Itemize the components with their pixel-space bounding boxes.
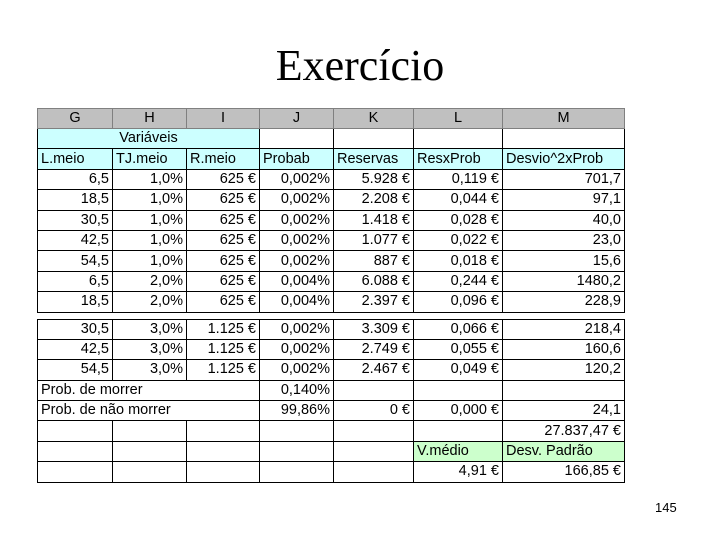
table-cell[interactable]: 0,028 € — [414, 210, 503, 230]
table-cell[interactable]: 0,002% — [260, 169, 334, 189]
table-cell[interactable]: 6.088 € — [334, 271, 414, 291]
prob-nao-morrer-reservas[interactable]: 0 € — [334, 401, 414, 421]
column-header-h[interactable]: H — [113, 109, 187, 129]
table-cell[interactable]: 18,5 — [38, 292, 113, 312]
table-cell[interactable]: 1.077 € — [334, 230, 414, 250]
table-cell[interactable]: 30,5 — [38, 210, 113, 230]
prob-morrer-row — [38, 380, 625, 400]
table-cell[interactable]: 5.928 € — [334, 169, 414, 189]
group-header-variaveis[interactable]: Variáveis — [38, 129, 260, 149]
table-cell[interactable]: 887 € — [334, 251, 414, 271]
table-cell[interactable]: 3,0% — [113, 360, 187, 380]
column-header-i[interactable]: I — [187, 109, 260, 129]
table-cell[interactable]: 0,002% — [260, 230, 334, 250]
table-cell[interactable]: 1,0% — [113, 251, 187, 271]
table-row — [38, 339, 625, 359]
cell[interactable] — [334, 129, 414, 149]
prob-nao-morrer-resxprob[interactable]: 0,000 € — [414, 401, 503, 421]
cell[interactable] — [334, 462, 414, 482]
table-cell[interactable]: 54,5 — [38, 360, 113, 380]
cell[interactable] — [38, 462, 113, 482]
column-header-row — [38, 109, 625, 129]
header-cell[interactable]: Probab — [260, 149, 334, 169]
table-cell[interactable]: 1.125 € — [187, 339, 260, 359]
table-row — [38, 210, 625, 230]
cell[interactable] — [113, 421, 187, 441]
table-cell[interactable]: 625 € — [187, 292, 260, 312]
table-cell[interactable]: 2,0% — [113, 271, 187, 291]
table-cell[interactable]: 0,096 € — [414, 292, 503, 312]
table-row — [38, 271, 625, 291]
cell[interactable] — [414, 129, 503, 149]
group-header-row — [38, 129, 625, 149]
table-cell[interactable]: 23,0 — [503, 230, 625, 250]
prob-nao-morrer-label[interactable]: Prob. de não morrer — [38, 401, 260, 421]
total-row — [38, 421, 625, 441]
table-row — [38, 190, 625, 210]
summary-header-row — [38, 441, 625, 461]
table-cell[interactable]: 3,0% — [113, 319, 187, 339]
desvpadrao-value[interactable]: 166,85 € — [503, 462, 625, 482]
table-cell[interactable]: 1.125 € — [187, 360, 260, 380]
row-gap — [38, 312, 625, 319]
table-cell[interactable]: 0,055 € — [414, 339, 503, 359]
prob-nao-morrer-row — [38, 401, 625, 421]
table-cell[interactable]: 625 € — [187, 169, 260, 189]
table-row — [38, 230, 625, 250]
spreadsheet-table — [37, 108, 625, 483]
table-cell[interactable]: 228,9 — [503, 292, 625, 312]
table-cell[interactable]: 2,0% — [113, 292, 187, 312]
table-row — [38, 360, 625, 380]
cell[interactable] — [503, 380, 625, 400]
table-row — [38, 169, 625, 189]
cell[interactable] — [334, 380, 414, 400]
cell[interactable] — [260, 441, 334, 461]
data-rows-b — [38, 319, 625, 380]
header-cell[interactable]: ResxProb — [414, 149, 503, 169]
table-cell[interactable]: 0,119 € — [414, 169, 503, 189]
desvpadrao-header[interactable]: Desv. Padrão — [503, 441, 625, 461]
table-row — [38, 251, 625, 271]
cell[interactable] — [38, 441, 113, 461]
table-cell[interactable]: 218,4 — [503, 319, 625, 339]
table-cell[interactable]: 0,066 € — [414, 319, 503, 339]
table-cell[interactable]: 701,7 — [503, 169, 625, 189]
cell[interactable] — [187, 462, 260, 482]
table-cell[interactable]: 625 € — [187, 251, 260, 271]
cell[interactable] — [334, 441, 414, 461]
table-cell[interactable]: 54,5 — [38, 251, 113, 271]
cell[interactable] — [260, 462, 334, 482]
table-cell[interactable]: 625 € — [187, 271, 260, 291]
column-header-m[interactable]: M — [503, 109, 625, 129]
table-cell[interactable]: 2.208 € — [334, 190, 414, 210]
table-cell[interactable]: 18,5 — [38, 190, 113, 210]
prob-nao-morrer-desvio[interactable]: 24,1 — [503, 401, 625, 421]
total-desvio[interactable]: 27.837,47 € — [503, 421, 625, 441]
vmedio-header[interactable]: V.médio — [414, 441, 503, 461]
table-cell[interactable]: 0,002% — [260, 339, 334, 359]
table-cell[interactable]: 2.397 € — [334, 292, 414, 312]
table-cell[interactable]: 42,5 — [38, 230, 113, 250]
table-row — [38, 319, 625, 339]
prob-morrer-probab[interactable]: 0,140% — [260, 380, 334, 400]
header-cell[interactable]: Desvio^2xProb — [503, 149, 625, 169]
table-cell[interactable]: 6,5 — [38, 271, 113, 291]
table-cell[interactable]: 625 € — [187, 190, 260, 210]
page-number: 145 — [655, 500, 677, 515]
table-cell[interactable]: 1480,2 — [503, 271, 625, 291]
table-cell[interactable]: 1.418 € — [334, 210, 414, 230]
cell[interactable] — [113, 441, 187, 461]
column-header-k[interactable]: K — [334, 109, 414, 129]
table-cell[interactable]: 0,002% — [260, 360, 334, 380]
cell[interactable] — [260, 421, 334, 441]
table-cell[interactable]: 1,0% — [113, 210, 187, 230]
table-cell[interactable]: 625 € — [187, 210, 260, 230]
table-cell[interactable]: 0,004% — [260, 271, 334, 291]
table-cell[interactable]: 160,6 — [503, 339, 625, 359]
table-cell[interactable]: 625 € — [187, 230, 260, 250]
table-cell[interactable]: 40,0 — [503, 210, 625, 230]
gap-cell — [38, 312, 625, 319]
data-rows-a — [38, 169, 625, 312]
cell[interactable] — [334, 421, 414, 441]
table-cell[interactable]: 6,5 — [38, 169, 113, 189]
table-cell[interactable]: 120,2 — [503, 360, 625, 380]
table-cell[interactable]: 0,004% — [260, 292, 334, 312]
prob-nao-morrer-probab[interactable]: 99,86% — [260, 401, 334, 421]
table-cell[interactable]: 97,1 — [503, 190, 625, 210]
table-cell[interactable]: 0,049 € — [414, 360, 503, 380]
header-cell[interactable]: TJ.meio — [113, 149, 187, 169]
header-row — [38, 149, 625, 169]
table-cell[interactable]: 0,002% — [260, 210, 334, 230]
table-cell[interactable]: 0,022 € — [414, 230, 503, 250]
cell[interactable] — [187, 421, 260, 441]
column-header-g[interactable]: G — [38, 109, 113, 129]
cell[interactable] — [503, 129, 625, 149]
cell[interactable] — [38, 421, 113, 441]
table-cell[interactable]: 2.749 € — [334, 339, 414, 359]
table-cell[interactable]: 0,002% — [260, 190, 334, 210]
table-cell[interactable]: 0,044 € — [414, 190, 503, 210]
table-cell[interactable]: 0,002% — [260, 319, 334, 339]
table-cell[interactable]: 0,018 € — [414, 251, 503, 271]
header-cell[interactable]: L.meio — [38, 149, 113, 169]
table-cell[interactable]: 1,0% — [113, 230, 187, 250]
header-cell[interactable]: R.meio — [187, 149, 260, 169]
cell[interactable] — [187, 441, 260, 461]
table-cell[interactable]: 1,0% — [113, 190, 187, 210]
cell[interactable] — [414, 380, 503, 400]
cell[interactable] — [260, 129, 334, 149]
table-cell[interactable]: 42,5 — [38, 339, 113, 359]
table-cell[interactable]: 0,244 € — [414, 271, 503, 291]
cell[interactable] — [414, 421, 503, 441]
table-cell[interactable]: 15,6 — [503, 251, 625, 271]
table-cell[interactable]: 3.309 € — [334, 319, 414, 339]
table-cell[interactable]: 30,5 — [38, 319, 113, 339]
summary-value-row — [38, 462, 625, 482]
table-cell[interactable]: 0,002% — [260, 251, 334, 271]
table-cell[interactable]: 3,0% — [113, 339, 187, 359]
column-header-l[interactable]: L — [414, 109, 503, 129]
vmedio-value[interactable]: 4,91 € — [414, 462, 503, 482]
table-cell[interactable]: 2.467 € — [334, 360, 414, 380]
table-cell[interactable]: 1,0% — [113, 169, 187, 189]
slide-title: Exercício — [275, 41, 445, 90]
header-cell[interactable]: Reservas — [334, 149, 414, 169]
table-cell[interactable]: 1.125 € — [187, 319, 260, 339]
prob-morrer-label[interactable]: Prob. de morrer — [38, 380, 260, 400]
table-row — [38, 292, 625, 312]
column-header-j[interactable]: J — [260, 109, 334, 129]
cell[interactable] — [113, 462, 187, 482]
